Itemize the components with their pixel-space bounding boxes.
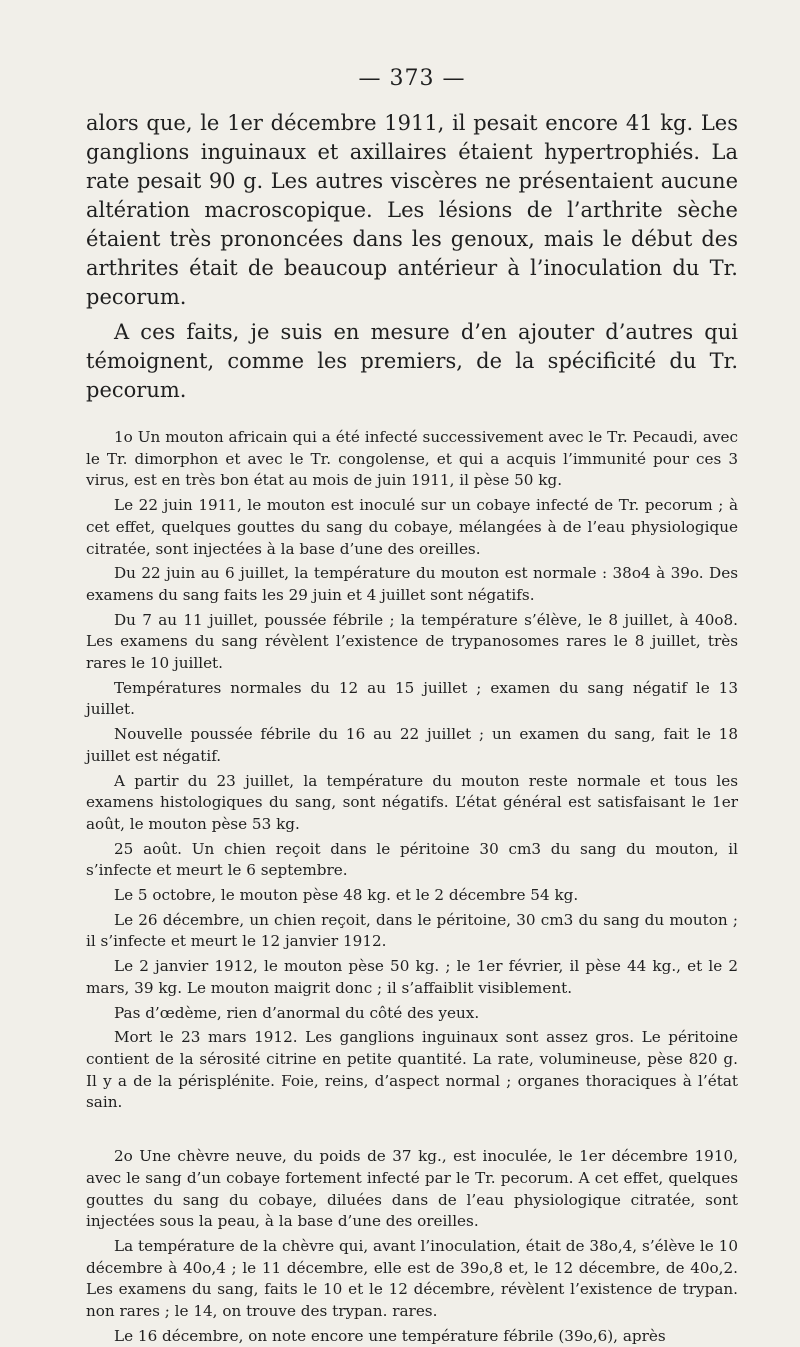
case-paragraph: Pas d’œdème, rien d’anormal du côté des yeux. [114,1003,480,1022]
case-paragraph: Températures normales du 12 au 15 juillet ; examen du sang négatif le 13 juillet. [86,678,738,719]
case-paragraph: Mort le 23 mars 1912. Les ganglions inguinaux sont assez gros. Le péritoine contient de la sérosité citrine en petite quantité. La rate, volumineuse, pèse 820 g. Il y a de la périsplénite. Foie, reins, d’aspect normal ; organes thoraciques à l’état sain. [86,1028,738,1112]
case-paragraph: A partir du 23 juillet, la température du mouton reste normale et tous les examens histologiques du sang, sont négatifs. L’état général est satisfaisant le 1er août, le mouton pèse 53 kg. [86,771,738,833]
case-paragraph: 2o Une chèvre neuve, du poids de 37 kg., est inoculée, le 1er décembre 1910, avec le sang d’un cobaye fortement infecté par le Tr. pecorum. A cet effet, quelques gouttes du sang du cobaye, diluées dans de l’eau physiologique citratée, sont injectées sous la peau, à la base d’une des oreilles. [86,1147,738,1231]
case-paragraph: 1o Un mouton africain qui a été infecté successivement avec le Tr. Pecaudi, avec le Tr. dimorphon et avec le Tr. congolense, et qui a acquis l’immunité pour ces 3 virus, est en très bon état au mois de juin 1911, il pèse 50 kg. [86,428,738,490]
paragraph: alors que, le 1er décembre 1911, il pesait encore 41 kg. Les ganglions inguinaux et axillaires étaient hypertrophiés. La rate pesait 90 g. Les autres viscères ne présentaient aucune altération macroscopique. Les lésions de l’arthrite sèche étaient très prononcées dans les genoux, mais le début des arthrites était de beaucoup antérieur à l’inoculation du Tr. pecorum. [86,111,738,309]
case-paragraph: Du 22 juin au 6 juillet, la température du mouton est normale : 38o4 à 39o. Des examens du sang faits les 29 juin et 4 juillet sont négatifs. [86,564,738,604]
case-paragraph: Le 16 décembre, on note encore une température fébrile (39o,6), après [114,1326,666,1345]
case-paragraph: La température de la chèvre qui, avant l’inoculation, était de 38o,4, s’élève le 10 décembre à 40o,4 ; le 11 décembre, elle est de 39o,8 et, le 12 décembre, de 40o,2. Les examens du sang, faits le 10 et le 12 décembre, révèlent l’existence de trypan. non rares ; le 14, on trouve des trypan. rares. [86,1236,738,1321]
case-paragraph: 25 août. Un chien reçoit dans le péritoine 30 cm3 du sang du mouton, il s’infecte et meurt le 6 septembre. [86,839,738,880]
page-number: — 373 — [358,66,466,91]
case-notes-block [86,427,738,1347]
case-paragraph: Le 5 octobre, le mouton pèse 48 kg. et le 2 décembre 54 kg. [114,886,579,905]
case-paragraph: Le 22 juin 1911, le mouton est inoculé sur un cobaye infecté de Tr. pecorum ; à cet effet, quelques gouttes du sang du cobaye, mélangées à de l’eau physiologique citratée, sont injectées à la base d’une des oreilles. [86,496,738,558]
case-paragraph: Nouvelle poussée fébrile du 16 au 22 juillet ; un examen du sang, fait le 18 juillet est négatif. [86,725,738,765]
paragraph: A ces faits, je suis en mesure d’en ajouter d’autres qui témoignent, comme les premiers, de la spécificité du Tr. pecorum. [86,320,738,402]
main-text-block [86,109,738,405]
case-paragraph: Le 26 décembre, un chien reçoit, dans le péritoine, 30 cm3 du sang du mouton ; il s’infecte et meurt le 12 janvier 1912. [86,910,738,951]
case-paragraph: Le 2 janvier 1912, le mouton pèse 50 kg. ; le 1er février, il pèse 44 kg., et le 2 mars, 39 kg. Le mouton maigrit donc ; il s’affaiblit visiblement. [86,957,738,997]
case-paragraph: Du 7 au 11 juillet, poussée fébrile ; la température s’élève, le 8 juillet, à 40o8. Les examens du sang révèlent l’existence de trypanosomes rares le 8 juillet, très rares le 10 juillet. [86,610,738,673]
